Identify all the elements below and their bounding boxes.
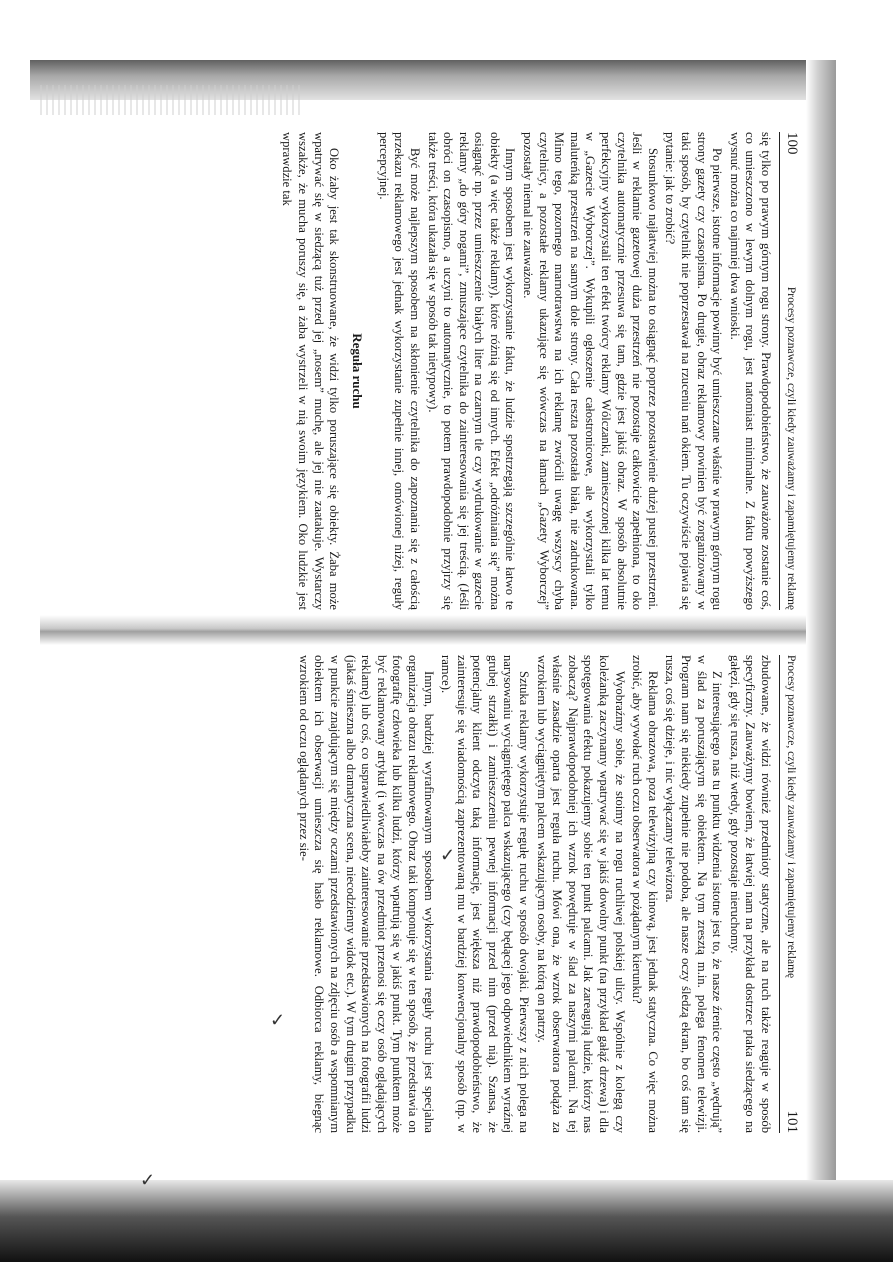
scan-shadow-right bbox=[806, 60, 836, 1200]
running-head bbox=[779, 655, 800, 1133]
running-head-title: Procesy poznawcze, czyli kiedy zauważamy i zapamiętujemy reklamę bbox=[785, 286, 797, 610]
book-fold-shadow bbox=[40, 615, 820, 645]
section-title: Reguła ruchu bbox=[350, 333, 366, 409]
paragraph: Oko żaby jest tak skonstruowane, że widzi tylko poruszające się obiekty. Żaba może wpatrywać się w siedzącą tuż przed jej „nosem” muchę, ale jej nie zaatakuje. Wystarczy wszakże, że mucha poruszy się, a żaba wystrzeli w nią swoim językiem. Oko ludzkie jest wprawdzie tak bbox=[280, 132, 342, 610]
paragraph: Po pierwsze, istotne informacje powinny być umieszczane właśnie w prawym górnym rogu strony gazety czy czasopisma. Po drugie, obraz reklamowy powinien być zorganizowany w taki sposób, by czytelnik nie poprzestawał na rzuceniu nań okiem. Tu oczywiście pojawia się pytanie: jak to zrobić? bbox=[663, 132, 725, 610]
paragraph: zbudowane, że widzi również przedmioty statyczne, ale na ruch także reaguje w sposób specyficzny. Zauważymy bowiem, że łatwiej nam na przykład dostrzec ptaka siedzącego na gałęzi, gdy się rusza, niż wtedy, gdy pozostaje nieruchomy. bbox=[727, 655, 773, 1133]
paragraph: Wyobraźmy sobie, że stoimy na rogu ruchliwej polskiej ulicy. Wspólnie z kolegą czy koleżanką zaczynamy wpatrywać się w jakiś dowolny punkt (na przykład gałąź drzewa) i dla spotęgowania efektu pokazujemy sobie ten punkt palcami. Jak zareagują ludzie, którzy nas zobaczą? Najprawdopodobniej ich wzrok powędruje w ślad za naszymi palcami. Na tej właśnie zasadzie oparta jest reguła ruchu. Mówi ona, że wzrok obserwatora podąża za wzrokiem lub wyciągniętym palcem wskazującym osoby, na którą on patrzy. bbox=[534, 655, 627, 1133]
paragraph: Innym sposobem jest wykorzystanie faktu, że ludzie spostrzegają szczególnie łatwo te obiekty (a więc także reklamy), które różnią się od innych. Efekt „odróżniania się” można osiągnąć np. przez umieszczenie białych liter na czarnym tle czy wydrukowanie w gazecie reklamy „do góry nogami”, zmuszające czytelnika do zainteresowania się jej treścią. (Jeśli obróci on czasopismo, a uczyni to automatycznie, to potem prawdopodobnie przyjrzy się także treści, która ukazała się w sposób tak nietypowy). bbox=[425, 132, 518, 610]
paragraph: Z interesującego nas tu punktu widzenia istotne jest to, że nasze źrenice często „wędrują” w ślad za poruszającym się obiektem. Na tym zresztą m.in. polega fenomen telewizji. Program nam się niekiedy zupełnie nie podoba, ale nasze oczy śledzą ekran, bo coś tam się rusza, coś się dzieje, i nic wyłączamy telewizora. bbox=[663, 655, 725, 1133]
margin-checkmark-icon: ✓ bbox=[140, 1170, 156, 1190]
paragraph: Innym, bardziej wyrafinowanym sposobem wykorzystania reguły ruchu jest specjalna organizacja obrazu reklamowego. Obraz taki komponuje się w ten sposób, że przedstawia on fotografię człowieka lub kilku ludzi, którzy wpatrują się w jakiś punkt. Tym punktem może być reklamowany artykuł (i wówczas na ów przedmiot przenosi się oczy osób oglądających reklamę) lub coś, co usprawiedliwiałoby zainteresowanie przedstawionych na fotografii ludzi (jakaś śmieszna albo dramatyczna scena, niecodzienny widok etc.). W tym drugim przypadku w punkcie znajdującym się między oczami przedstawionych na zdjęciu osób a wspomnianym obiektem ich obserwacji umieszcza się hasło reklamowe. Odbiorca reklamy, biegnąc wzrokiem od oczu oglądanych przez sie- bbox=[296, 655, 436, 1133]
page-100 bbox=[100, 132, 800, 610]
page-number: 101 bbox=[784, 1110, 800, 1133]
page-101 bbox=[100, 655, 800, 1133]
paragraph: Być może najlepszym sposobem na skłonienie czytelnika do zapoznania się z całością przekazu reklamowego jest jednak wykorzystanie zupełnie innej, omówionej niżej, reguły percepcyjnej. bbox=[376, 132, 422, 610]
running-head bbox=[779, 132, 800, 610]
running-head-title: Procesy poznawcze, czyli kiedy zauważamy i zapamiętujemy reklamę bbox=[785, 655, 797, 979]
paragraph: Sztuka reklamy wykorzystuje regułę ruchu w sposób dwojaki. Pierwszy z nich polega na narysowaniu wyciągniętego palca wskazującego (czy będącej jego odpowiednikiem wyraźnej grubej strzałki) i zamieszczeniu pewnej informacji przed nim (przed nią). Szansa, że potencjalny klient odczyta taką informację, jest większa niż prawdopodobieństwo, że zainteresuje się wiadomością zaprezentowaną mu w bardziej konwencjonalny sposób (np. w ramce). bbox=[439, 655, 532, 1133]
page-number: 100 bbox=[784, 132, 800, 155]
scan-shadow-bottom bbox=[0, 1180, 893, 1262]
margin-checkmark-icon: ✓ bbox=[440, 845, 456, 865]
scan-noise bbox=[40, 85, 300, 115]
paragraph: Reklama obrazowa, poza telewizyjną czy kinową, jest jednak statyczna. Co więc można zrobić, aby wywołać ruch oczu obserwatora w pożądanym kierunku? bbox=[630, 655, 660, 1133]
margin-checkmark-icon: ✓ bbox=[270, 1010, 286, 1030]
paragraph: Stosunkowo najłatwiej można to osiągnąć poprzez pozostawienie dużej pustej przestrzeni. Jeśli w reklamie gazetowej duża przestrzeń nie pozostaje całkowicie zapełniona, to oko czytelnika automatycznie przesuwa się tam, gdzie jest jakiś obraz. W sposób absolutnie perfekcyjny wykorzystali ten efekt twórcy reklamy Wólczanki, zamieszczonej kilka lat temu w „Gazecie Wyborczej”. Wykupili ogłoszenie całostronicowe, ale wykorzystali tylko maluteńką przestrzeń na samym dole strony. Cała reszta pozostała biała, nie zadrukowana. Mimo tego, pozornego marnotrawstwa na ich reklamę zwrócili uwagę wszyscy chyba czytelnicy, a pozostałe reklamy ukazujące się wówczas na łamach „Gazety Wyborczej” pozostały niemal nie zauważone. bbox=[521, 132, 660, 610]
paragraph: się tylko po prawym górnym rogu strony. Prawdopodobieństwo, że zauważone zostanie coś, co umieszczono w lewym dolnym rogu, jest natomiast minimalne. Z faktu powyższego wysnuć można co najmniej dwa wnioski. bbox=[727, 132, 773, 610]
